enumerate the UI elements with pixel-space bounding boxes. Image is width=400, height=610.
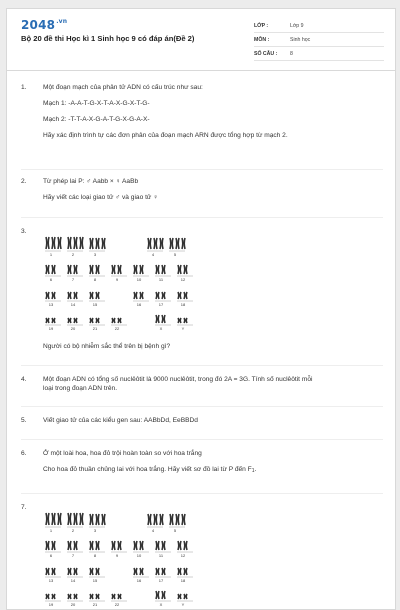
karyotype-label: 9 — [115, 553, 119, 558]
chromosome-shape — [52, 265, 55, 274]
chromosome-shape — [90, 292, 93, 299]
karyotype-label: 2 — [71, 252, 75, 257]
chromosome-shape — [140, 568, 143, 575]
chromosome-shape — [46, 318, 49, 323]
meta-row-grade: LỚP : Lớp 9 — [254, 19, 384, 33]
chromosome-shape — [156, 292, 159, 299]
chromosome-shape — [134, 292, 137, 299]
chromosome-shape — [52, 237, 55, 249]
chromosome-shape — [156, 541, 159, 550]
karyotype-label: 11 — [158, 553, 164, 558]
karyotype-label: 4 — [151, 252, 155, 257]
chromosome-shape — [154, 238, 157, 249]
chromosome-shape — [96, 265, 99, 274]
chromosome-shape — [46, 594, 49, 599]
chromosome-shape — [112, 541, 115, 550]
chromosome-shape — [162, 315, 165, 323]
chromosome-shape — [134, 265, 137, 274]
chromosome-shape — [112, 594, 115, 599]
chromosome-shape — [52, 318, 55, 323]
question-divider — [21, 169, 383, 170]
karyotype-label: 9 — [115, 277, 119, 282]
chromosome-shape — [74, 568, 77, 575]
chromosome-shape — [162, 568, 165, 575]
chromosome-shape — [156, 315, 159, 323]
chromosome-shape — [46, 265, 49, 274]
chromosome-shape — [184, 265, 187, 274]
chromosome-shape — [74, 237, 77, 249]
chromosome-shape — [90, 541, 93, 550]
chromosome-shape — [90, 568, 93, 575]
chromosome-shape — [52, 292, 55, 299]
karyotype-label: 19 — [48, 602, 54, 607]
karyotype-label: 22 — [114, 326, 120, 331]
chromosome-shape — [46, 568, 49, 575]
question-divider — [21, 406, 383, 407]
question-divider — [21, 439, 383, 440]
karyotype-label: X — [159, 326, 163, 331]
karyotype-label: 19 — [48, 326, 54, 331]
chromosome-shape — [148, 514, 151, 525]
karyotype-label: Y — [181, 602, 185, 607]
karyotype-label: 14 — [70, 578, 76, 583]
chromosome-shape — [74, 318, 77, 323]
chromosome-shape — [46, 513, 49, 525]
chromosome-shape — [74, 265, 77, 274]
karyotype-label: 7 — [71, 553, 75, 558]
chromosome-shape — [162, 292, 165, 299]
karyotype-label: 22 — [114, 602, 120, 607]
karyotype-label: 10 — [136, 553, 142, 558]
page-title: Bộ 20 đề thi Học kì 1 Sinh học 9 có đáp án(Đề 2) — [21, 34, 195, 43]
site-logo[interactable]: $2048^{.vn}$ — [21, 18, 68, 32]
karyotype-label: 1 — [49, 528, 53, 533]
chromosome-shape — [156, 568, 159, 575]
chromosome-shape — [182, 238, 185, 249]
chromosome-shape — [90, 514, 93, 525]
karyotype-label: 5 — [173, 528, 177, 533]
karyotype-image — [43, 509, 203, 609]
question-divider — [21, 365, 383, 366]
question-divider — [21, 217, 383, 218]
meta-row-count: SỐ CÂU : 8 — [254, 47, 384, 61]
karyotype-label: 2 — [71, 528, 75, 533]
chromosome-shape — [102, 514, 105, 525]
karyotype-label: 1 — [49, 252, 53, 257]
karyotype-image — [43, 233, 203, 333]
chromosome-shape — [46, 237, 49, 249]
karyotype-label: 20 — [70, 326, 76, 331]
karyotype-label: 16 — [136, 578, 142, 583]
chromosome-shape — [74, 594, 77, 599]
karyotype-label: X — [159, 602, 163, 607]
chromosome-shape — [46, 292, 49, 299]
chromosome-shape — [96, 594, 99, 599]
karyotype-label: 14 — [70, 302, 76, 307]
chromosome-shape — [162, 541, 165, 550]
document-page: $2048^{.vn}$ Bộ 20 đề thi Học kì 1 Sinh học 9 có đáp án(Đề 2) LỚP : Lớp 9 MÔN : Sinh học SỐ CÂU : 8 1. Một đoạn mạch của phân tử ADN có cấu trúc như sau: Mạch 1: -A-A-T-G-X-T-A-X-G-X-T-G- Mạch 2: -T-T-A-X-G-A-T-G-X-G-A-X- Hãy xác định trình tự các đơn phân của đoạn mạch ARN được tổng hợp từ mạch 2. 2. Từ phép lai P: ♂ Aabb × ♀ AaBb Hãy viết các loại giao tử ♂ và giao tử ♀ 3. 1 2 3 4 5 6 7 8 9 10 11 12 13 14 15 16 17 18 19 20 21 22 X Y Người có bộ nhiễm sắc thể trên bị bệnh gì? 4. Một đoạn ADN có tổng số nuclêôtit là 9000 nuclêôtit, trong đó 2A = 3G. Tính số nuclêôtit mỗi loại trong đoạn ADN trên. 5. Viết giao tử của các kiểu gen sau: AABbDd, EeBBDd 6. Ở một loài hoa, hoa đỏ trội hoàn toàn so với hoa trắng Cho hoa đỏ thuần chủng lai với hoa trắng. Hãy viết sơ đồ lai từ P đến $F_1$. 7. 1 2 3 4 5 6 7 8 9 10 11 12 13 14 15 16 17 18 19 20 21 22 X Y — [6, 8, 396, 610]
karyotype-label: 12 — [180, 277, 186, 282]
chromosome-shape — [112, 265, 115, 274]
karyotype-label: 8 — [93, 553, 97, 558]
chromosome-shape — [118, 541, 121, 550]
chromosome-shape — [52, 594, 55, 599]
karyotype-label: 3 — [93, 252, 97, 257]
chromosome-shape — [176, 514, 179, 525]
chromosome-shape — [96, 541, 99, 550]
karyotype-label: 18 — [180, 578, 186, 583]
chromosome-shape — [176, 238, 179, 249]
chromosome-shape — [184, 541, 187, 550]
chromosome-shape — [90, 265, 93, 274]
chromosome-shape — [182, 514, 185, 525]
chromosome-shape — [68, 594, 71, 599]
karyotype-label: Y — [181, 326, 185, 331]
karyotype-label: 20 — [70, 602, 76, 607]
chromosome-shape — [74, 513, 77, 525]
page-header — [7, 9, 395, 67]
karyotype-label: 15 — [92, 578, 98, 583]
karyotype-label: 17 — [158, 578, 164, 583]
karyotype-label: 18 — [180, 302, 186, 307]
karyotype-label: 4 — [151, 528, 155, 533]
karyotype-label: 5 — [173, 252, 177, 257]
karyotype-label: 6 — [49, 277, 53, 282]
chromosome-shape — [68, 265, 71, 274]
chromosome-shape — [52, 568, 55, 575]
karyotype-label: 8 — [93, 277, 97, 282]
karyotype-label: 21 — [92, 602, 98, 607]
chromosome-shape — [140, 541, 143, 550]
karyotype-label: 12 — [180, 553, 186, 558]
meta-row-subject: MÔN : Sinh học — [254, 33, 384, 47]
chromosome-shape — [96, 514, 99, 525]
chromosome-shape — [96, 568, 99, 575]
chromosome-shape — [96, 292, 99, 299]
chromosome-shape — [68, 292, 71, 299]
chromosome-shape — [68, 513, 71, 525]
chromosome-shape — [74, 292, 77, 299]
chromosome-shape — [184, 594, 187, 599]
chromosome-shape — [160, 238, 163, 249]
chromosome-shape — [134, 541, 137, 550]
chromosome-shape — [140, 265, 143, 274]
chromosome-shape — [58, 237, 61, 249]
karyotype-label: 10 — [136, 277, 142, 282]
karyotype-label: 17 — [158, 302, 164, 307]
chromosome-shape — [154, 514, 157, 525]
karyotype-label: 3 — [93, 528, 97, 533]
chromosome-shape — [184, 292, 187, 299]
chromosome-shape — [118, 318, 121, 323]
chromosome-shape — [178, 292, 181, 299]
chromosome-shape — [148, 238, 151, 249]
chromosome-shape — [160, 514, 163, 525]
chromosome-shape — [80, 237, 83, 249]
chromosome-shape — [80, 513, 83, 525]
chromosome-shape — [118, 594, 121, 599]
chromosome-shape — [162, 591, 165, 599]
chromosome-shape — [102, 238, 105, 249]
chromosome-shape — [118, 265, 121, 274]
karyotype-label: 7 — [71, 277, 75, 282]
chromosome-shape — [156, 591, 159, 599]
chromosome-shape — [170, 238, 173, 249]
karyotype-label: 16 — [136, 302, 142, 307]
chromosome-shape — [58, 513, 61, 525]
chromosome-shape — [96, 238, 99, 249]
question-divider — [21, 493, 383, 494]
chromosome-shape — [68, 541, 71, 550]
chromosome-shape — [68, 568, 71, 575]
chromosome-shape — [184, 318, 187, 323]
chromosome-shape — [96, 318, 99, 323]
meta-table — [254, 19, 384, 61]
chromosome-shape — [90, 238, 93, 249]
karyotype-label: 21 — [92, 326, 98, 331]
chromosome-shape — [68, 318, 71, 323]
chromosome-shape — [140, 292, 143, 299]
karyotype-label: 15 — [92, 302, 98, 307]
karyotype-label: 13 — [48, 578, 54, 583]
chromosome-shape — [178, 318, 181, 323]
chromosome-shape — [184, 568, 187, 575]
karyotype-label: 6 — [49, 553, 53, 558]
chromosome-shape — [68, 237, 71, 249]
chromosome-shape — [134, 568, 137, 575]
chromosome-shape — [90, 594, 93, 599]
chromosome-shape — [162, 265, 165, 274]
karyotype-label: 13 — [48, 302, 54, 307]
chromosome-shape — [90, 318, 93, 323]
chromosome-shape — [52, 541, 55, 550]
chromosome-shape — [156, 265, 159, 274]
chromosome-shape — [178, 568, 181, 575]
chromosome-shape — [74, 541, 77, 550]
chromosome-shape — [178, 265, 181, 274]
chromosome-shape — [46, 541, 49, 550]
chromosome-shape — [178, 594, 181, 599]
karyotype-label: 11 — [158, 277, 164, 282]
chromosome-shape — [112, 318, 115, 323]
chromosome-shape — [170, 514, 173, 525]
header-divider — [7, 70, 395, 71]
chromosome-shape — [178, 541, 181, 550]
chromosome-shape — [52, 513, 55, 525]
